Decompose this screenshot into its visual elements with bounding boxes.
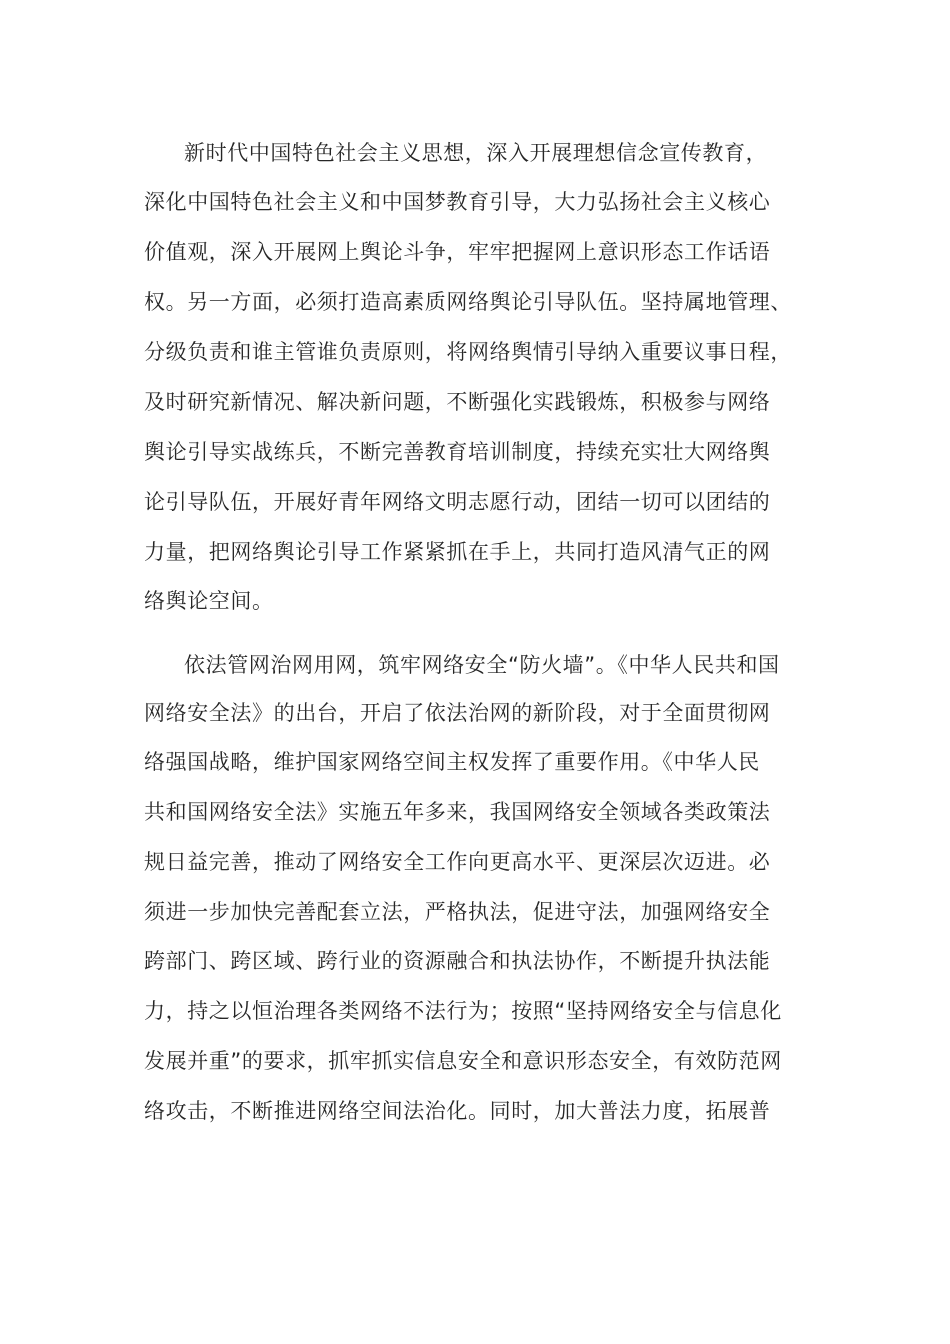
paragraph-1-line-8: 论引导队伍，开展好青年网络文明志愿行动，团结一切可以团结的 <box>144 490 771 514</box>
paragraph-2-line-10: 络攻击，不断推进网络空间法治化。同时，加大普法力度，拓展普 <box>144 1099 771 1123</box>
paragraph-2-line-8: 力，持之以恒治理各类网络不法行为；按照“坚持网络安全与信息化 <box>144 999 782 1023</box>
paragraph-1-line-1: 新时代中国特色社会主义思想，深入开展理想信念宣传教育， <box>184 141 768 165</box>
paragraph-2-line-2: 网络安全法》的出台，开启了依法治网的新阶段，对于全面贯彻网 <box>144 701 771 725</box>
paragraph-2-line-7: 跨部门、跨区域、跨行业的资源融合和执法协作，不断提升执法能 <box>144 949 771 973</box>
paragraph-1-line-4: 权。另一方面，必须打造高素质网络舆论引导队伍。坚持属地管理、 <box>144 290 792 314</box>
paragraph-2-line-3: 络强国战略，维护国家网络空间主权发挥了重要作用。《中华人民 <box>144 750 760 774</box>
paragraph-2-line-9: 发展并重”的要求，抓牢抓实信息安全和意识形态安全，有效防范网 <box>144 1049 782 1073</box>
paragraph-2-line-1: 依法管网治网用网，筑牢网络安全“防火墙”。《中华人民共和国 <box>184 653 780 677</box>
paragraph-1-line-2: 深化中国特色社会主义和中国梦教育引导，大力弘扬社会主义核心 <box>144 190 771 214</box>
paragraph-2-line-4: 共和国网络安全法》实施五年多来，我国网络安全领域各类政策法 <box>144 800 771 824</box>
paragraph-1-line-7: 舆论引导实战练兵，不断完善教育培训制度，持续充实壮大网络舆 <box>144 440 771 464</box>
paragraph-1-line-5: 分级负责和谁主管谁负责原则，将网络舆情引导纳入重要议事日程， <box>144 340 792 364</box>
paragraph-1-line-6: 及时研究新情况、解决新问题，不断强化实践锻炼，积极参与网络 <box>144 390 771 414</box>
paragraph-2-line-5: 规日益完善，推动了网络安全工作向更高水平、更深层次迈进。必 <box>144 850 771 874</box>
paragraph-2-line-6: 须进一步加快完善配套立法，严格执法，促进守法，加强网络安全 <box>144 900 771 924</box>
paragraph-1-line-3: 价值观，深入开展网上舆论斗争，牢牢把握网上意识形态工作话语 <box>144 240 771 264</box>
paragraph-1-line-10: 络舆论空间。 <box>144 589 274 613</box>
paragraph-1-line-9: 力量，把网络舆论引导工作紧紧抓在手上，共同打造风清气正的网 <box>144 540 771 564</box>
